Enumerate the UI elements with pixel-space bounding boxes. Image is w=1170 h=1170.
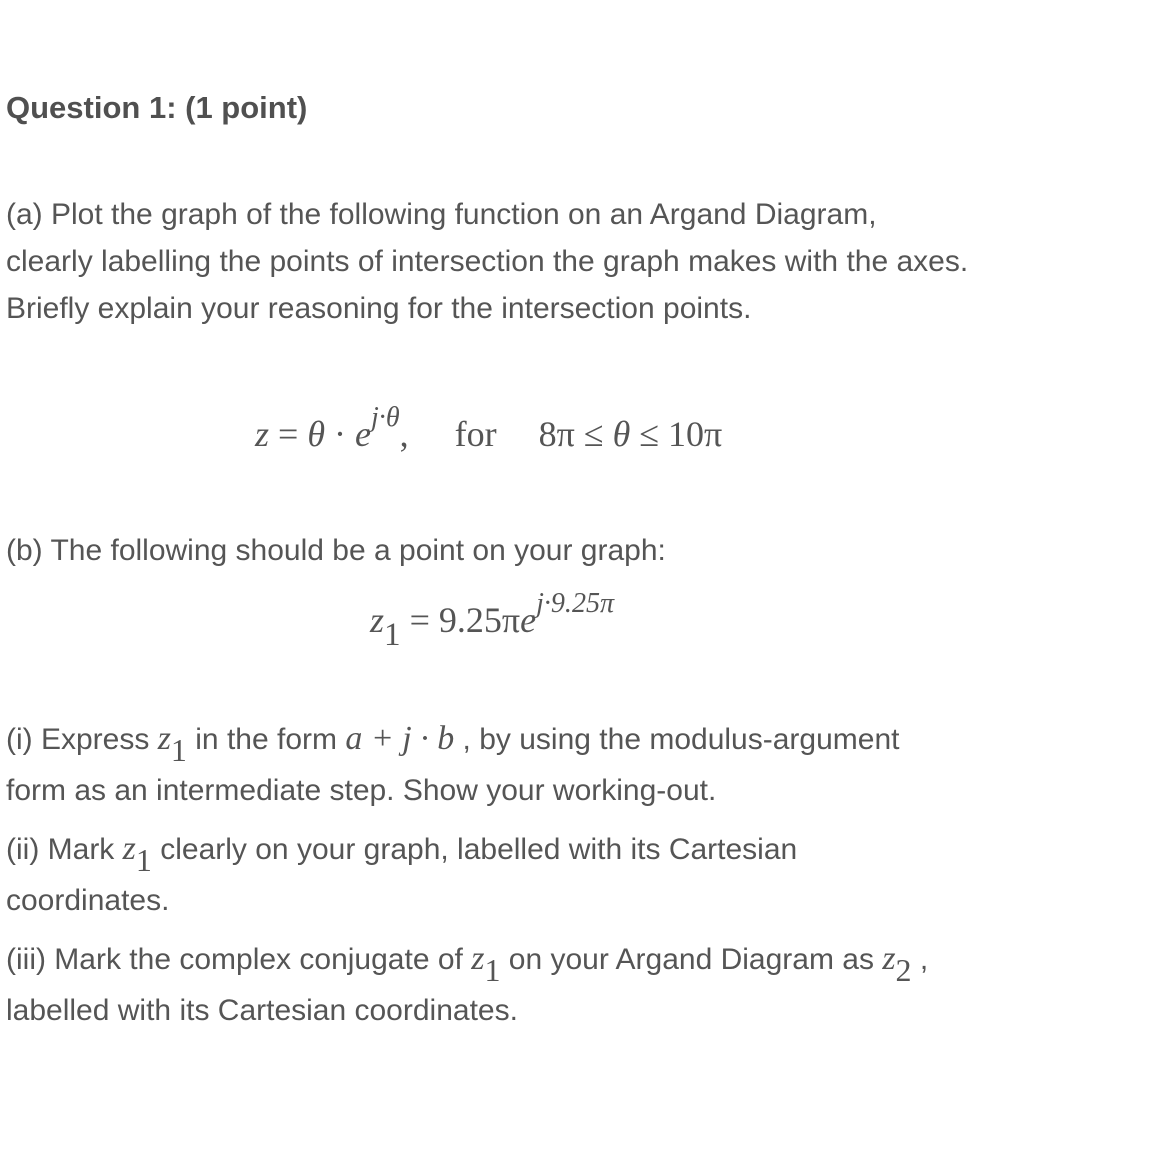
eq2-lhs-sub: 1	[384, 615, 401, 653]
part-i-var-sub: 1	[170, 732, 187, 769]
part-iii-var2: z	[882, 940, 896, 977]
eq1-upper: 10π	[668, 414, 723, 454]
part-i-form: a + j · b	[345, 720, 455, 757]
part-b-line-1: (b) The following should be a point on your graph:	[6, 534, 666, 567]
eq1-comma: ,	[399, 414, 409, 454]
eq1-for: for	[454, 414, 497, 454]
eq1-dot: ·	[325, 414, 356, 454]
part-i-line-2: form as an intermediate step. Show your working-out.	[6, 774, 717, 807]
eq1-lhs: z	[255, 414, 270, 454]
part-ii-line-2: coordinates.	[6, 884, 170, 917]
eq2-equals: =	[400, 600, 439, 640]
eq1-exponent: j·θ	[371, 401, 400, 433]
part-ii-var: z	[122, 830, 136, 867]
eq1-lower: 8π	[538, 414, 575, 454]
eq2-coef: 9.25π	[438, 600, 521, 640]
part-iii-var2-sub: 2	[895, 952, 912, 989]
part-a-line-2: clearly labelling the points of intersection the graph makes with the axes.	[6, 245, 969, 278]
part-ii-line-1	[6, 830, 798, 879]
part-ii-suffix: clearly on your graph, labelled with its Cartesian	[151, 833, 798, 866]
part-i-prefix: (i) Express	[6, 723, 158, 756]
part-a-line-3: Briefly explain your reasoning for the intersection points.	[6, 292, 752, 325]
eq1-theta: θ	[307, 414, 326, 454]
part-ii-prefix: (ii) Mark	[6, 833, 123, 866]
part-i-suffix: , by using the modulus-argument	[454, 723, 900, 756]
equation-2	[370, 587, 615, 653]
eq2-exponent: j·9.25π	[536, 587, 615, 619]
part-iii-line-2: labelled with its Cartesian coordinates.	[6, 994, 518, 1027]
part-a-line-1: (a) Plot the graph of the following function on an Argand Diagram,	[6, 198, 877, 231]
eq2-e: e	[520, 600, 537, 640]
part-iii-var-sub: 1	[484, 952, 501, 989]
part-iii-middle: on your Argand Diagram as	[500, 943, 883, 976]
eq2-lhs: z	[370, 600, 385, 640]
eq1-le-1: ≤	[574, 414, 613, 454]
eq1-e: e	[355, 414, 371, 454]
part-iii-line-1	[6, 940, 929, 989]
part-i-line-1	[6, 720, 900, 769]
eq1-le-2: ≤	[630, 414, 669, 454]
question-title: Question 1: (1 point)	[6, 90, 308, 125]
eq1-equals: =	[269, 414, 308, 454]
part-iii-var: z	[471, 940, 485, 977]
part-ii-var-sub: 1	[135, 842, 152, 879]
part-i-var: z	[157, 720, 171, 757]
part-i-middle: in the form	[186, 723, 346, 756]
part-iii-suffix: ,	[911, 943, 929, 976]
part-iii-prefix: (iii) Mark the complex conjugate of	[6, 943, 472, 976]
equation-1	[255, 401, 723, 460]
eq1-var: θ	[612, 414, 631, 454]
